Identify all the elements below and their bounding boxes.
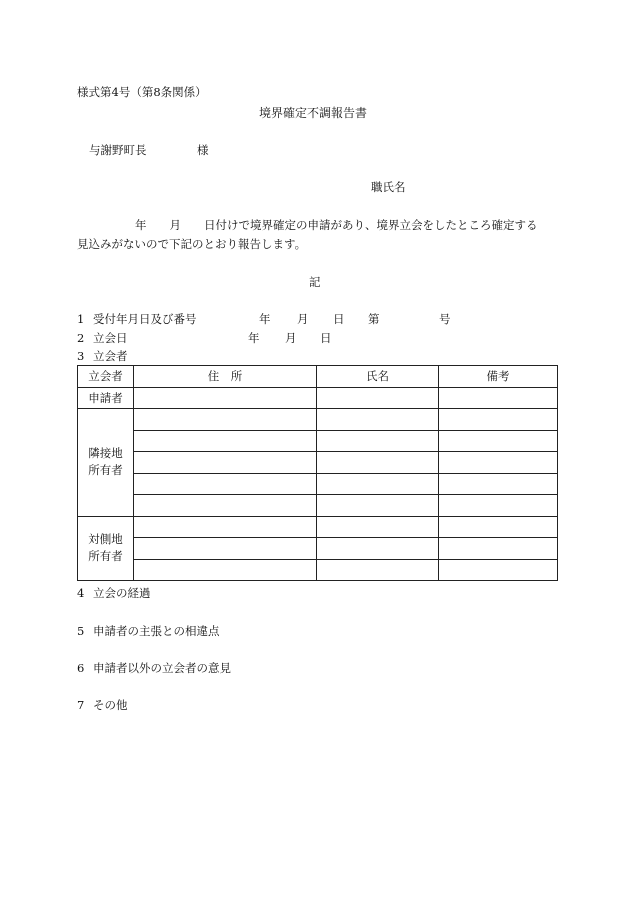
attendees-table [77, 365, 558, 581]
cell-address[interactable] [134, 538, 317, 560]
cell-remarks[interactable] [439, 538, 558, 560]
cell-address[interactable] [134, 473, 317, 495]
cell-remarks[interactable] [439, 387, 558, 409]
opposite-owner-label-line1: 対側地 [88, 532, 123, 547]
table-row [78, 430, 558, 452]
cell-name[interactable] [317, 387, 439, 409]
cell-name[interactable] [317, 495, 439, 517]
item-7-label: その他 [93, 698, 128, 712]
cell-address[interactable] [134, 452, 317, 474]
item-6-number: 6 [77, 661, 85, 675]
cell-name[interactable] [317, 559, 439, 581]
addressee-honorific: 様 [197, 143, 209, 157]
table-row [78, 538, 558, 560]
item-1-label: 受付年月日及び番号 [93, 312, 197, 326]
cell-remarks[interactable] [439, 516, 558, 538]
body-line-2: 見込みがないので下記のとおり報告します。 [77, 237, 307, 251]
item-1-day: 日 [333, 312, 345, 326]
document-title: 境界確定不調報告書 [259, 106, 368, 120]
adjacent-owner-label [78, 409, 134, 517]
cell-remarks[interactable] [439, 452, 558, 474]
cell-remarks[interactable] [439, 430, 558, 452]
addressee: 与謝野町長 [89, 143, 147, 157]
table-row [78, 473, 558, 495]
cell-name[interactable] [317, 538, 439, 560]
cell-remarks[interactable] [439, 559, 558, 581]
cell-remarks[interactable] [439, 495, 558, 517]
table-header-row [78, 366, 558, 388]
table-row [78, 516, 558, 538]
header-remarks: 備考 [439, 366, 558, 388]
item-5-label: 申請者の主張との相違点 [93, 624, 220, 638]
item-5-number: 5 [77, 624, 85, 638]
cell-remarks[interactable] [439, 473, 558, 495]
cell-name[interactable] [317, 452, 439, 474]
item-3-number: 3 [77, 349, 85, 363]
cell-name[interactable] [317, 430, 439, 452]
item-2-day: 日 [320, 331, 332, 345]
table-row [78, 452, 558, 474]
table-row [78, 409, 558, 431]
item-2-number: 2 [77, 331, 85, 345]
item-2-label: 立会日 [93, 331, 128, 345]
cell-name[interactable] [317, 516, 439, 538]
item-6-label: 申請者以外の立会者の意見 [93, 661, 231, 675]
cell-name[interactable] [317, 409, 439, 431]
cell-address[interactable] [134, 409, 317, 431]
cell-address[interactable] [134, 516, 317, 538]
item-2-month: 月 [285, 331, 297, 345]
header-address: 住 所 [134, 366, 317, 388]
item-7-number: 7 [77, 698, 85, 712]
cell-address[interactable] [134, 387, 317, 409]
cell-address[interactable] [134, 495, 317, 517]
signer-label: 職氏名 [371, 180, 406, 194]
opposite-owner-label-line2: 所有者 [88, 549, 123, 564]
opposite-owner-label [78, 516, 134, 581]
table-row [78, 559, 558, 581]
table-row [78, 495, 558, 517]
item-3-label: 立会者 [93, 349, 128, 363]
form-number: 様式第4号（第8条関係） [77, 85, 207, 99]
item-1-number: 1 [77, 312, 85, 326]
header-name: 氏名 [317, 366, 439, 388]
cell-remarks[interactable] [439, 409, 558, 431]
cell-address[interactable] [134, 430, 317, 452]
item-2-year: 年 [248, 331, 260, 345]
item-4-label: 立会の経過 [93, 586, 151, 600]
cell-name[interactable] [317, 473, 439, 495]
item-1-year: 年 [259, 312, 271, 326]
applicant-label: 申請者 [78, 387, 134, 409]
header-attendee: 立会者 [78, 366, 134, 388]
ki-heading: 記 [309, 275, 321, 289]
item-1-go: 号 [439, 312, 451, 326]
item-4-number: 4 [77, 586, 85, 600]
body-line-1: 年 月 日付けで境界確定の申請があり、境界立会をしたところ確定する [135, 218, 538, 232]
cell-address[interactable] [134, 559, 317, 581]
adjacent-owner-label-line1: 隣接地 [88, 446, 123, 461]
item-1-month: 月 [297, 312, 309, 326]
table-row [78, 387, 558, 409]
item-1-dai: 第 [368, 312, 380, 326]
adjacent-owner-label-line2: 所有者 [88, 463, 123, 478]
